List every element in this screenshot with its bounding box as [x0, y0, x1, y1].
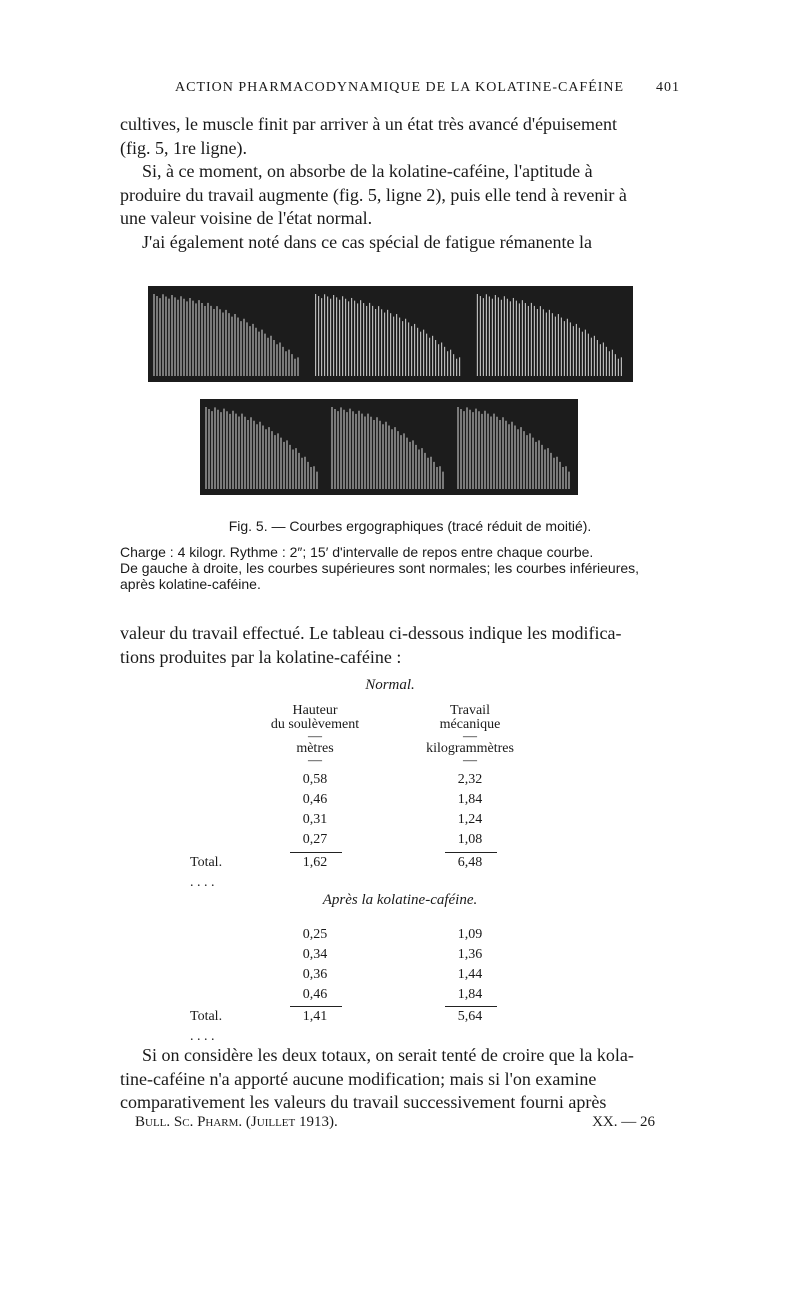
- table-cell: 0,27: [302, 832, 328, 847]
- text-line: cultives, le muscle finit par arriver à un état très avancé d'épuisement: [120, 114, 618, 134]
- table-cell: 1,08: [457, 832, 483, 847]
- table-cell: 0,46: [302, 792, 328, 807]
- table-cell: 2,32: [457, 772, 483, 787]
- section-apres-heading: Après la kolatine-caféine.: [322, 892, 478, 908]
- top-paragraph: [120, 113, 680, 254]
- caption-charge: Charge : 4 kilogr. Rythme : 2″; 15′ d'intervalle de repos entre chaque courbe.: [120, 544, 594, 560]
- header-dash: —: [308, 753, 322, 768]
- ergograph-strip-kolatine: [200, 399, 578, 495]
- section-normal-heading: Normal.: [365, 677, 415, 693]
- ergograph-curves-kolatine: [200, 399, 578, 495]
- middle-paragraph: [120, 622, 680, 669]
- text-line: valeur du travail effectué. Le tableau ci-dessous indique les modifica-: [120, 623, 622, 643]
- footer-signature: XX. — 26: [592, 1114, 655, 1130]
- table-cell: 1,36: [457, 947, 483, 962]
- text-line: Si on considère les deux totaux, on serait tenté de croire que la kola-: [142, 1045, 634, 1065]
- table-cell: 1,84: [457, 987, 483, 1002]
- text-line: J'ai également noté dans ce cas spécial de fatigue rémanente la: [142, 231, 593, 252]
- caption-description: De gauche à droite, les courbes supérieures sont normales; les courbes inférieures,: [120, 560, 640, 576]
- column-header-travail: [400, 704, 540, 766]
- footer-journal: Bull. Sc. Pharm. (Juillet 1913).: [135, 1114, 338, 1130]
- header-dash: —: [463, 729, 477, 744]
- total-cell: 5,64: [457, 1009, 483, 1024]
- total-cell: 6,48: [457, 855, 483, 870]
- total-label: Total. . . . .: [190, 1009, 223, 1044]
- table-cell: 1,24: [457, 812, 483, 827]
- apres-travail-values: [430, 925, 510, 1005]
- normal-travail-values: [430, 770, 510, 850]
- column-header-hauteur: [240, 704, 390, 766]
- text-line: (fig. 5, 1re ligne).: [120, 137, 247, 158]
- table-cell: 1,84: [457, 792, 483, 807]
- table-cell: 0,31: [302, 812, 328, 827]
- total-label: Total. . . . .: [190, 855, 223, 890]
- table-cell: 1,44: [457, 967, 483, 982]
- header-unit: kilogrammètres: [426, 741, 514, 756]
- header-text: mécanique: [439, 717, 501, 732]
- total-cell: 1,41: [302, 1009, 328, 1024]
- caption-title: Fig. 5. — Courbes ergographiques (tracé réduit de moitié).: [228, 518, 592, 534]
- table-cell: 0,36: [302, 967, 328, 982]
- caption-description: après kolatine-caféine.: [120, 576, 261, 592]
- header-text: Hauteur: [292, 703, 338, 718]
- page-number: 401: [656, 80, 680, 95]
- text-line: comparativement les valeurs du travail successivement fourni après: [120, 1092, 607, 1112]
- table-cell: 1,09: [457, 927, 483, 942]
- apres-hauteur-values: [275, 925, 355, 1005]
- page-footer: [135, 1114, 655, 1131]
- table-cell: 0,46: [302, 987, 328, 1002]
- table-cell: 0,58: [302, 772, 328, 787]
- bottom-paragraph: [120, 1044, 680, 1115]
- text-line: Si, à ce moment, on absorbe de la kolatine-caféine, l'aptitude à: [142, 161, 593, 181]
- figure-caption: [120, 518, 700, 592]
- normal-hauteur-values: [275, 770, 355, 850]
- table-cell: 0,34: [302, 947, 328, 962]
- ergograph-strip-normal: [148, 286, 633, 382]
- text-line: tine-caféine n'a apporté aucune modification; mais si l'on examine: [120, 1068, 597, 1089]
- text-line: une valeur voisine de l'état normal.: [120, 208, 373, 228]
- table-cell: 0,25: [302, 927, 328, 942]
- ergograph-curves-normal: [148, 286, 633, 382]
- running-title: ACTION PHARMACODYNAMIQUE DE LA KOLATINE-CAFÉINE: [175, 80, 625, 95]
- header-unit: mètres: [296, 741, 334, 756]
- header-dash: —: [308, 729, 322, 744]
- header-dash: —: [463, 753, 477, 768]
- header-text: du soulèvement: [270, 717, 360, 732]
- text-line: produire du travail augmente (fig. 5, ligne 2), puis elle tend à revenir à: [120, 184, 627, 205]
- header-text: Travail: [450, 703, 490, 718]
- text-line: tions produites par la kolatine-caféine :: [120, 646, 402, 667]
- total-cell: 1,62: [302, 855, 328, 870]
